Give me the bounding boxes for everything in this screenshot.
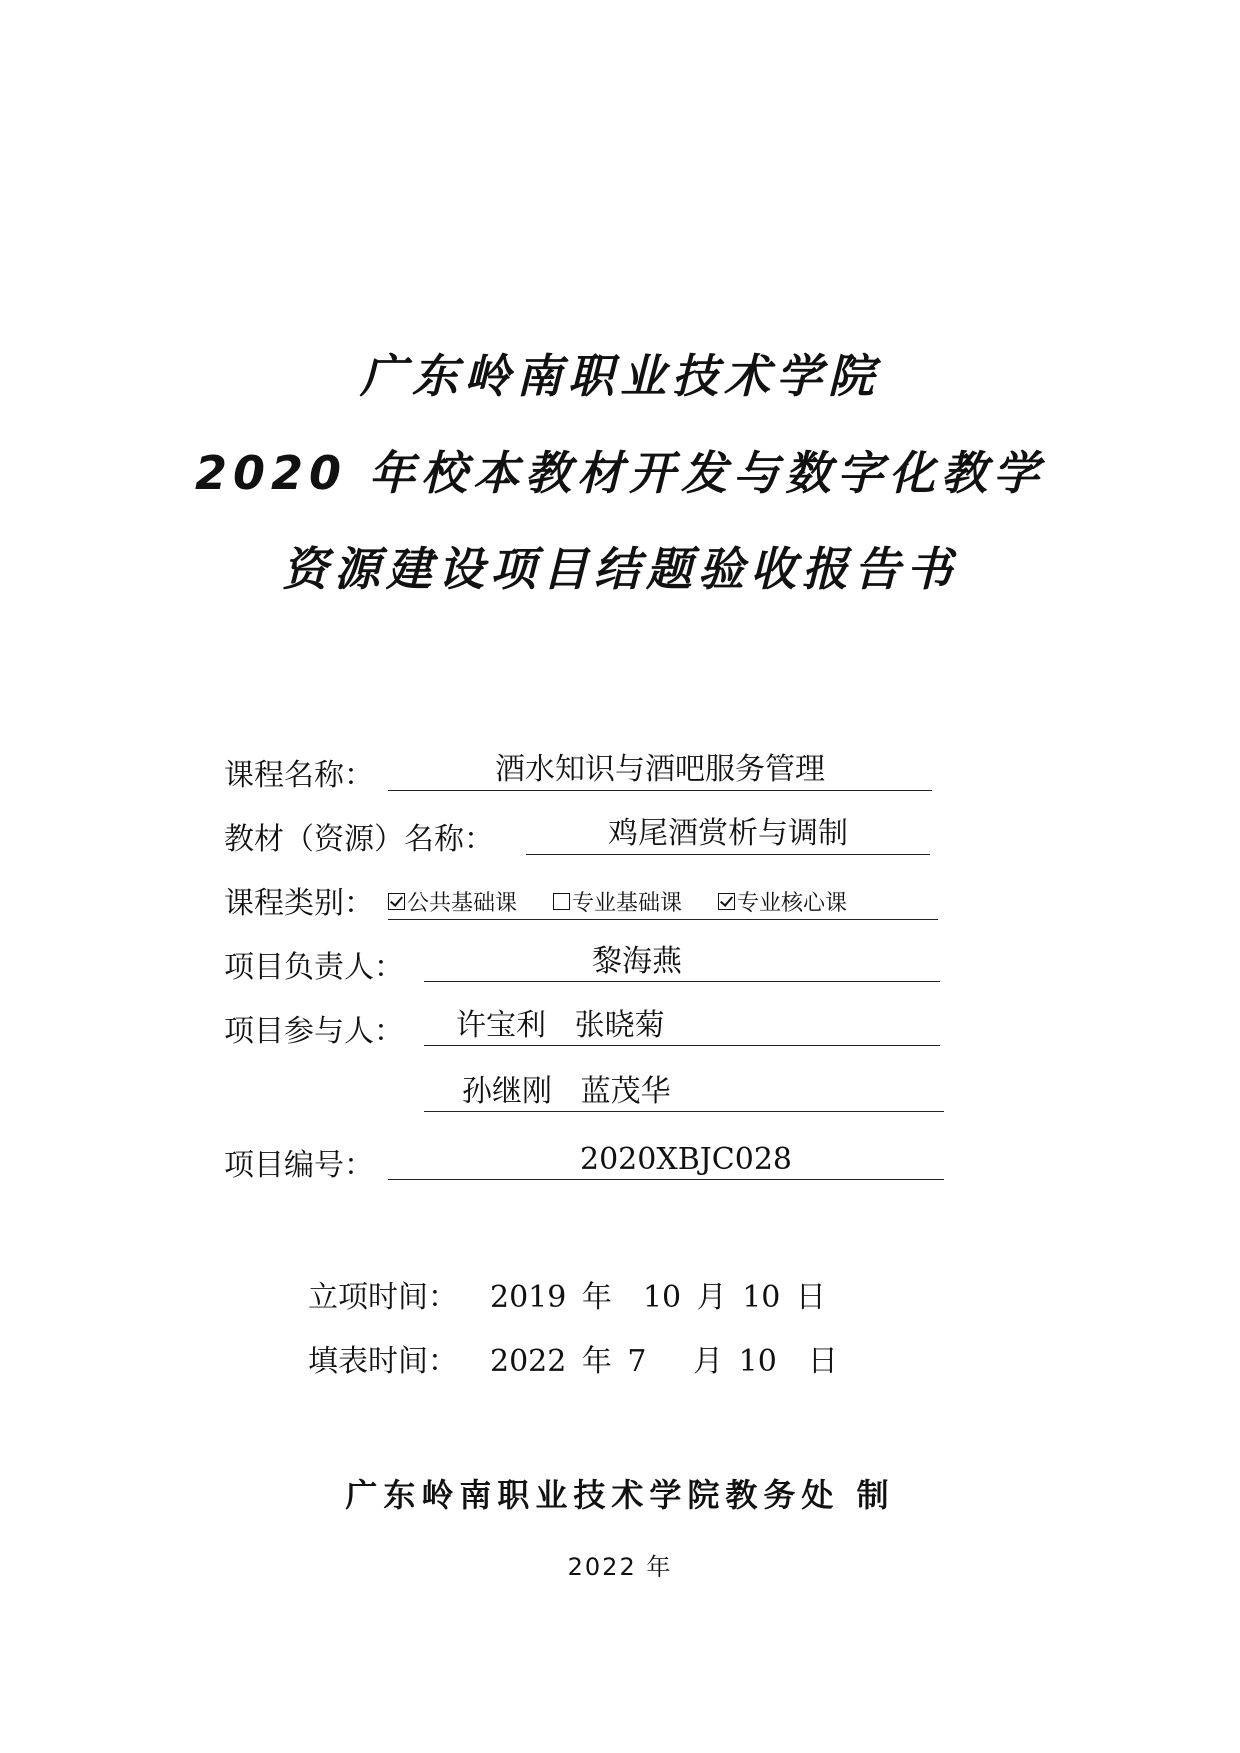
filled-date-value: 2022 年 7 月 10 日 [490, 1344, 838, 1379]
checked-box-icon[interactable] [718, 893, 735, 910]
participants-row [224, 1008, 404, 1052]
project-leader-label: 项目负责人： [224, 950, 404, 985]
course-type-option-major-basic[interactable] [553, 886, 682, 917]
course-name-row [224, 752, 374, 796]
textbook-name-label: 教材（资源）名称： [224, 822, 494, 857]
course-type-option-public-basic[interactable] [388, 886, 517, 917]
project-number-label: 项目编号： [224, 1148, 374, 1183]
issue-year: 2022 年 [567, 1553, 673, 1581]
title-line-3: 资源建设项目结题验收报告书 [282, 542, 958, 596]
course-name-label: 课程名称： [224, 758, 374, 793]
established-date-value: 2019 年 10 月 10 日 [490, 1280, 826, 1315]
project-number-row [224, 1142, 374, 1186]
course-type-options [388, 880, 938, 920]
project-number-value: 2020XBJC028 [388, 1140, 944, 1180]
participants-label: 项目参与人： [224, 1014, 404, 1049]
participants-line-2: 孙继刚 蓝茂华 [424, 1072, 944, 1112]
course-type-row [224, 880, 374, 924]
title-line-2: 2020 年校本教材开发与数字化教学 [194, 446, 1046, 500]
issuing-organization: 广东岭南职业技术学院教务处 制 [345, 1476, 895, 1514]
project-leader-value: 黎海燕 [424, 942, 940, 982]
unchecked-box-icon[interactable] [553, 893, 570, 910]
course-name-value: 酒水知识与酒吧服务管理 [388, 750, 932, 791]
course-type-option-label: 公共基础课 [407, 891, 518, 916]
textbook-name-row [224, 816, 494, 860]
course-type-option-major-core[interactable] [718, 886, 847, 917]
course-type-option-label: 专业核心课 [737, 891, 848, 916]
checked-box-icon[interactable] [388, 893, 405, 910]
course-type-option-label: 专业基础课 [572, 891, 683, 916]
title-line-1: 广东岭南职业技术学院 [360, 349, 880, 403]
course-type-label: 课程类别： [224, 886, 374, 921]
textbook-name-value: 鸡尾酒赏析与调制 [526, 814, 930, 855]
project-leader-row [224, 944, 404, 988]
participants-line-1: 许宝利 张晓菊 [424, 1006, 940, 1046]
filled-date-row [308, 1336, 838, 1380]
established-date-label: 立项时间： [308, 1280, 458, 1315]
filled-date-label: 填表时间： [308, 1344, 458, 1379]
established-date-row [308, 1272, 826, 1316]
